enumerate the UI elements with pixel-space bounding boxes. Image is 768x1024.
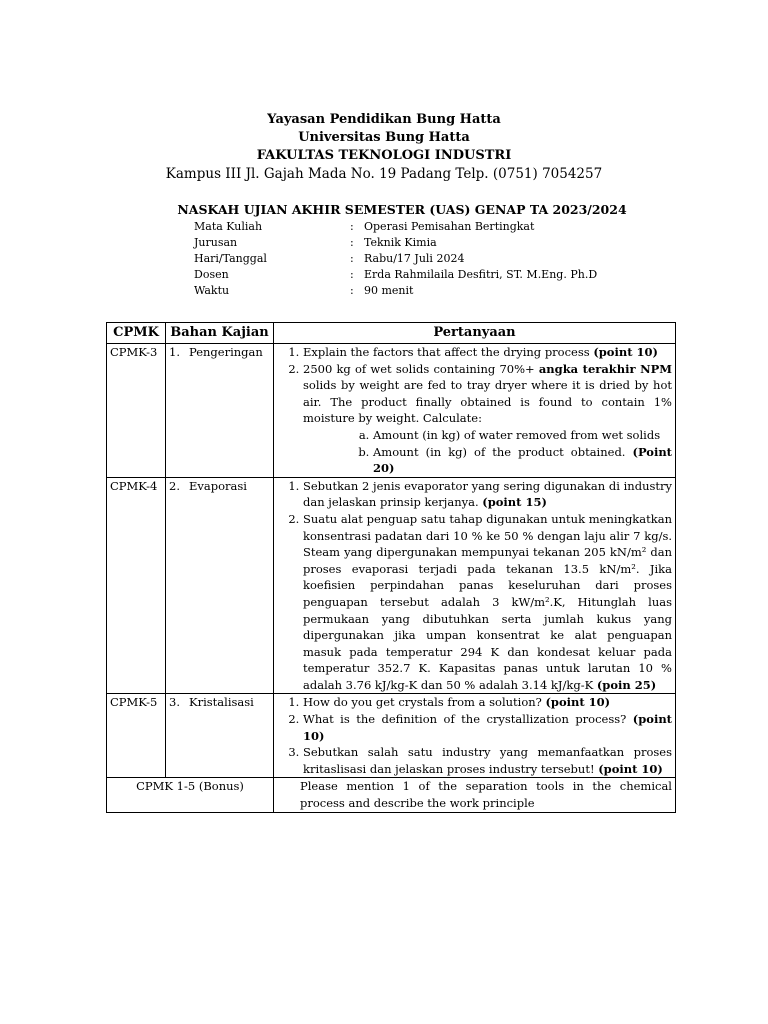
study-material-number: 1.	[169, 345, 180, 359]
question-points: (poin 25)	[596, 677, 657, 692]
sub-question-text: Amount (in kg) of the product obtained.	[373, 444, 633, 459]
meta-colon: :	[350, 236, 354, 249]
question-item	[303, 478, 672, 511]
question-text-continued: solids by weight are fed to tray dryer where it is dried by hot air. The product finally obtained is found to contain 1% moisture by weight. Calculate:	[303, 378, 672, 426]
meta-label: Hari/Tanggal	[194, 252, 267, 265]
meta-row-course	[194, 219, 597, 235]
sub-question-item	[373, 444, 672, 477]
column-header-cpmk: CPMK	[107, 323, 166, 344]
question-cell	[274, 477, 676, 694]
question-cell	[274, 344, 676, 478]
meta-row-department	[194, 235, 597, 251]
question-cell	[274, 694, 676, 778]
question-item	[303, 711, 672, 744]
question-text: Sebutkan salah satu industry yang memanfaatkan proses kritaslisasi dan jelaskan proses industry tersebut!	[303, 745, 672, 776]
meta-value: 90 menit	[364, 284, 414, 297]
bonus-label: CPMK 1-5 (Bonus)	[107, 778, 274, 812]
table-row	[107, 694, 676, 778]
meta-label: Dosen	[194, 268, 229, 281]
study-material	[166, 694, 274, 778]
university-name: Universitas Bung Hatta	[298, 130, 470, 145]
meta-value: Rabu/17 Juli 2024	[364, 252, 465, 265]
study-material-number: 3.	[169, 695, 180, 710]
sub-question-text: Amount (in kg) of water removed from wet solids	[373, 427, 661, 442]
campus-address: Kampus III Jl. Gajah Mada No. 19 Padang Telp. (0751) 7054257	[165, 166, 603, 182]
question-item	[303, 694, 672, 711]
cpmk-code: CPMK-3	[107, 344, 166, 478]
study-material	[166, 477, 274, 694]
study-material-label: Evaporasi	[189, 478, 247, 493]
question-points: (point 10)	[593, 345, 658, 359]
table-row	[107, 344, 676, 478]
foundation-name: Yayasan Pendidikan Bung Hatta	[267, 112, 501, 127]
table-row	[107, 477, 676, 694]
faculty-name: FAKULTAS TEKNOLOGI INDUSTRI	[256, 148, 512, 163]
meta-label: Jurusan	[194, 236, 238, 249]
question-points: (point 10)	[598, 761, 663, 776]
meta-colon: :	[350, 268, 354, 281]
question-text: What is the definition of the crystallization process?	[303, 712, 633, 727]
meta-value: Operasi Pemisahan Bertingkat	[364, 220, 535, 233]
question-list	[277, 694, 672, 777]
question-emphasis: angka terakhir NPM	[538, 361, 672, 376]
meta-label: Mata Kuliah	[194, 220, 263, 233]
study-material-number: 2.	[169, 478, 180, 493]
meta-row-date	[194, 251, 597, 267]
exam-meta	[194, 219, 597, 299]
meta-colon: :	[350, 220, 354, 233]
question-list	[277, 478, 672, 694]
question-points: (point 10)	[303, 712, 672, 743]
meta-row-time	[194, 283, 597, 299]
bonus-question	[274, 778, 676, 812]
questions-table	[106, 322, 676, 813]
meta-row-lecturer	[194, 267, 597, 283]
study-material	[166, 344, 274, 478]
table-header-row	[107, 323, 676, 344]
question-text: Sebutkan 2 jenis evaporator yang sering digunakan di industry dan jelaskan prinsip kerjanya.	[303, 478, 672, 510]
question-points: (point 15)	[482, 495, 547, 510]
question-points: (Point 20)	[373, 444, 672, 476]
meta-colon: :	[350, 284, 354, 297]
meta-value: Teknik Kimia	[364, 236, 437, 249]
table-row-bonus	[107, 778, 676, 812]
sub-question-item	[373, 427, 672, 444]
column-header-bahan-kajian: Bahan Kajian	[166, 323, 274, 344]
question-item	[303, 511, 672, 694]
cpmk-code: CPMK-5	[107, 694, 166, 778]
study-material-label: Pengeringan	[189, 345, 263, 359]
question-item	[303, 344, 672, 361]
study-material-label: Kristalisasi	[189, 695, 254, 710]
question-text: Suatu alat penguap satu tahap digunakan untuk meningkatkan konsentrasi padatan dari 10 % ke 50 % dengan laju alir 7 kg/s. Steam yang dipergunakan mempunyai tekanan 205 kN/m² dan proses evaporasi terjadi pada tekanan 13.5 kN/m². Jika koefisien perpindahan panas keseluruhan dari proses penguapan tersebut adalah 3 kW/m².K, Hitunglah luas permukaan yang dibutuhkan serta jumlah kukus yang dipergunakan jika umpan konsentrat ke alat penguapan masuk pada temperatur 294 K dan kondesat keluar pada temperatur 352.7 K. Kapasitas panas untuk larutan 10 % adalah 3.76 kJ/kg-K dan 50 % adalah 3.14 kJ/kg-K	[303, 511, 672, 692]
question-text: 2500 kg of wet solids containing 70%+	[303, 361, 539, 376]
meta-value: Erda Rahmilaila Desfitri, ST. M.Eng. Ph.D	[364, 268, 598, 281]
cpmk-code: CPMK-4	[107, 477, 166, 694]
question-points: (point 10)	[545, 695, 611, 710]
question-item	[303, 744, 672, 777]
column-header-pertanyaan: Pertanyaan	[274, 323, 676, 344]
sub-question-list	[303, 427, 672, 477]
question-item	[303, 361, 672, 477]
meta-label: Waktu	[194, 284, 230, 297]
exam-title: NASKAH UJIAN AKHIR SEMESTER (UAS) GENAP TA 2023/2024	[177, 202, 627, 217]
document-header	[0, 111, 768, 184]
question-list	[277, 344, 672, 477]
question-text: How do you get crystals from a solution?	[303, 695, 546, 710]
question-text: Explain the factors that affect the drying process	[303, 345, 594, 359]
meta-colon: :	[350, 252, 354, 265]
bonus-question-text: Please mention 1 of the separation tools in the chemical process and describe the work principle	[300, 779, 672, 811]
